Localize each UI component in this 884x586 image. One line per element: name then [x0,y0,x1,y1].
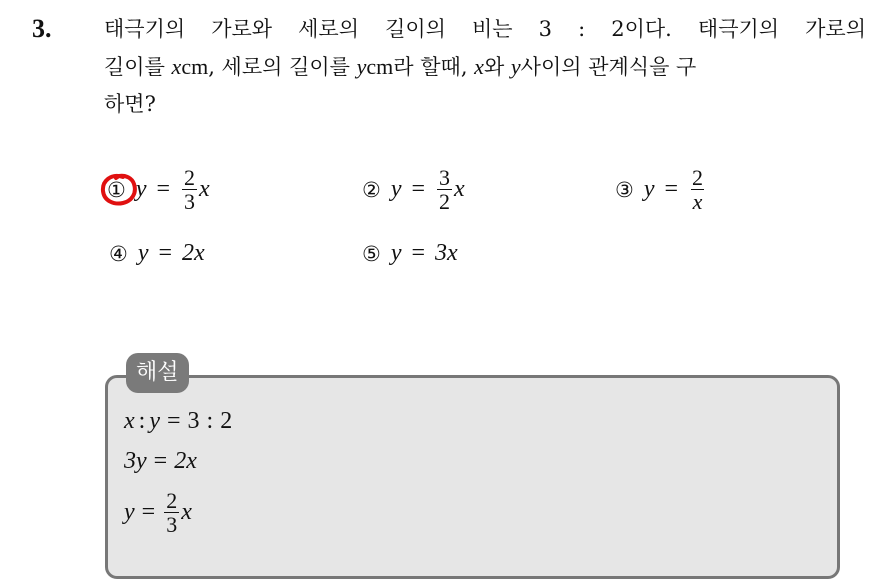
fraction-numerator: 3 [439,165,451,190]
choice-5-formula [391,240,458,267]
choice-4-formula [138,240,205,267]
math-var-y: y [356,54,367,79]
solution-line-3 [124,489,192,536]
fraction-denominator: 3 [184,189,196,214]
math-var-x: x [171,54,182,79]
choice-2-formula [391,166,465,213]
choice-1-label: ① [107,177,126,202]
formula-equals: = [158,240,173,266]
text-fragment: 와 [483,55,511,79]
question-line-1: 태극기의 가로와 세로의 길이의 비는 3 : 2이다. 태극기의 가로의 [104,17,866,41]
choice-3-formula [644,166,707,213]
sol-ratio-colon: : [138,408,146,434]
formula-fraction [437,166,452,213]
question-line-3: 하면? [104,92,156,116]
solution-box [105,375,840,579]
formula-variable: x [199,176,210,202]
formula-variable: x [454,176,465,202]
sol-var-y: y [149,408,160,434]
sol-var-x: x [124,408,135,434]
sol-fraction [164,489,179,536]
sol-ratio-right: 2 [220,408,233,434]
formula-rhs: 2x [182,240,205,266]
text-fragment: , 세로의 길이를 [208,55,357,79]
choice-1[interactable] [107,166,210,213]
sol-rhs: 2x [174,448,197,474]
text-fragment: 사이의 관계식을 구 [520,55,697,79]
formula-equals: = [664,176,679,202]
unit-cm: cm [366,54,394,79]
choice-5[interactable] [362,240,458,267]
choice-3[interactable] [615,166,707,213]
choice-1-formula [136,166,210,213]
sol-ratio-colon: : [206,408,214,434]
sol-variable: x [181,499,192,525]
fraction-numerator: 2 [184,165,196,190]
choice-4[interactable] [109,240,205,267]
formula-equals: = [411,176,426,202]
solution-line-1 [124,408,232,435]
solution-tag: 해설 [126,353,189,393]
formula-fraction [182,166,197,213]
text-fragment: 라 할때, [393,55,475,79]
choice-5-label: ⑤ [362,241,381,266]
math-var-x: x [474,54,484,79]
sol-equals: = [141,499,156,525]
question-line-2 [104,48,866,86]
fraction-denominator: 3 [166,512,178,537]
unit-cm: cm [181,54,209,79]
formula-lhs: y [643,176,655,202]
sol-equals: = [153,448,168,474]
text-fragment: 길이를 [104,55,172,79]
formula-fraction [690,166,705,213]
fraction-numerator: 2 [166,488,178,513]
formula-lhs: y [390,176,402,202]
formula-lhs: y [135,176,147,202]
solution-line-2 [124,448,197,475]
fraction-denominator: 2 [439,189,451,214]
choice-2-label: ② [362,177,381,202]
formula-equals: = [411,240,426,266]
fraction-numerator: 2 [692,165,704,190]
formula-rhs: 3x [435,240,458,266]
sol-ratio-left: 3 [187,408,200,434]
math-var-y: y [510,54,521,79]
choice-4-label: ④ [109,241,128,266]
question-number: 3. [32,14,52,43]
formula-lhs: y [137,240,149,266]
formula-equals: = [156,176,171,202]
sol-equals: = [166,408,181,434]
sol-lhs: y [124,499,135,525]
fraction-denominator: x [692,189,703,214]
choice-2[interactable] [362,166,465,213]
question-text [104,11,866,123]
formula-lhs: y [390,240,402,266]
choice-3-label: ③ [615,177,634,202]
sol-lhs: 3y [124,448,147,474]
